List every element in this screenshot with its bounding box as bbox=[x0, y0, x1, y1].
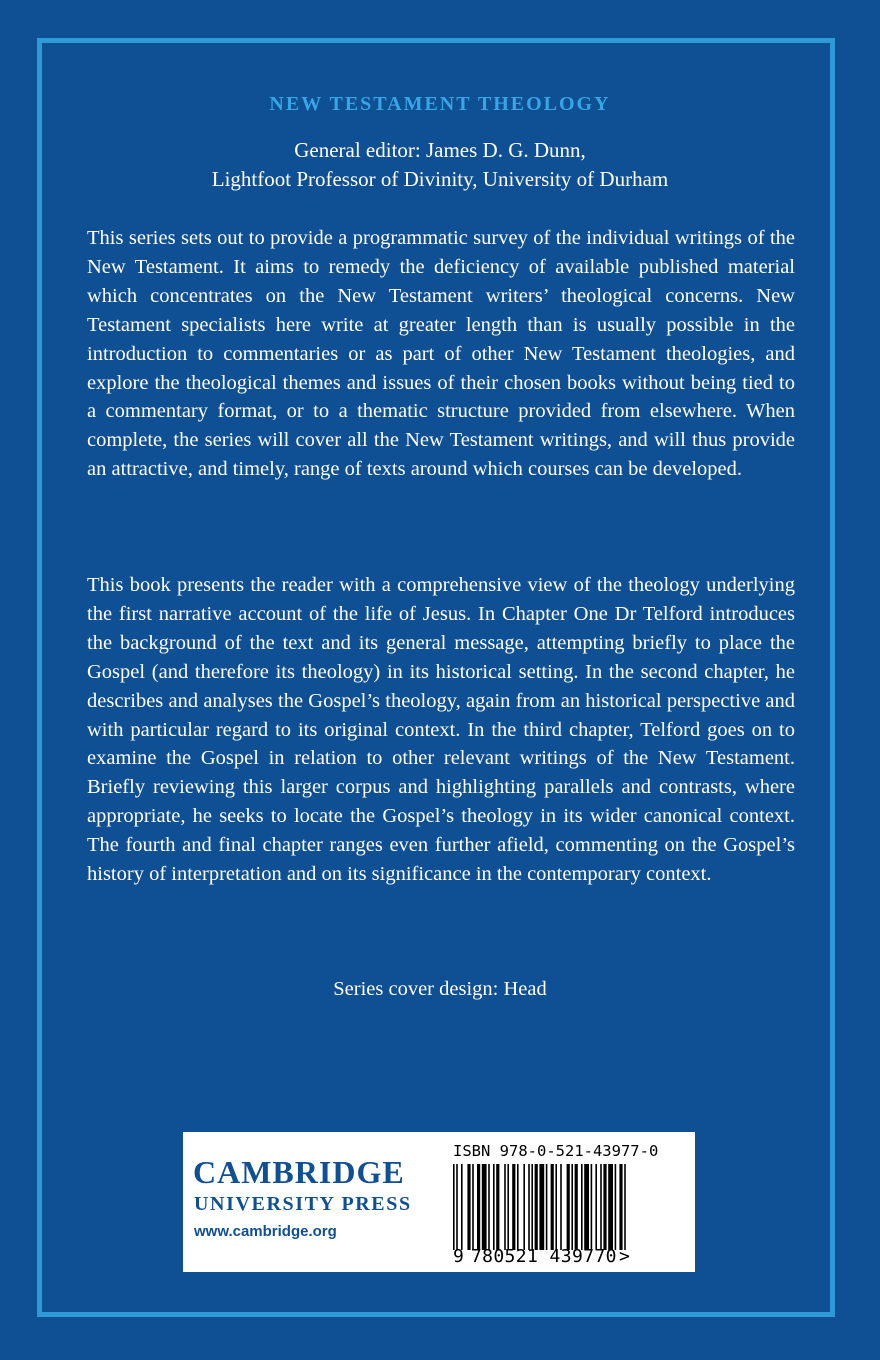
publisher-imprint-box bbox=[183, 1132, 695, 1272]
ean-number bbox=[453, 1247, 630, 1267]
publisher-website: www.cambridge.org bbox=[194, 1223, 337, 1240]
publisher-subtitle: UNIVERSITY PRESS bbox=[194, 1193, 412, 1215]
general-editor bbox=[0, 136, 880, 194]
ean-first-digit: 9 bbox=[453, 1246, 464, 1267]
publisher-name: CAMBRIDGE bbox=[193, 1154, 405, 1190]
editor-affiliation: Lightfoot Professor of Divinity, University of Durham bbox=[211, 167, 669, 191]
series-description: This series sets out to provide a programmatic survey of the individual writings of the New Testament. It aims to remedy the deficiency of available published material which concentrates on the New Testament writers’ theological concerns. New Testament specialists here write at greater length than is usually possible in the introduction to commentaries or as part of other New Testament theologies, and explore the theological themes and issues of their chosen books without being tied to a commentary format, or to a thematic structure provided from elsewhere. When complete, the series will cover all the New Testament writings, and will thus provide an attractive, and timely, range of texts around which courses can be developed. bbox=[87, 227, 795, 481]
editor-name: General editor: James D. G. Dunn, bbox=[294, 138, 586, 162]
ean-arrow: > bbox=[618, 1246, 630, 1267]
barcode-icon bbox=[453, 1164, 675, 1250]
cover-design-credit: Series cover design: Head bbox=[333, 978, 547, 1000]
isbn-label: ISBN 978-0-521-43977-0 bbox=[453, 1142, 659, 1160]
book-description: This book presents the reader with a comprehensive view of the theology underlying the first narrative account of the life of Jesus. In Chapter One Dr Telford introduces the background of the text and its general message, attempting briefly to place the Gospel (and therefore its theology) in its historical setting. In the second chapter, he describes and analyses the Gospel’s theology, again from an historical perspective and with particular regard to its original context. In the third chapter, Telford goes on to examine the Gospel in relation to other relevant writings of the New Testament. Briefly reviewing this larger corpus and highlighting parallels and contrasts, where appropriate, he seeks to locate the Gospel’s theology in its wider canonical context. The fourth and final chapter ranges even further afield, commenting on the Gospel’s history of interpretation and on its significance in the contemporary context. bbox=[87, 574, 795, 886]
ean-digits: 780521 439770 bbox=[470, 1246, 617, 1267]
series-title: NEW TESTAMENT THEOLOGY bbox=[269, 93, 611, 115]
